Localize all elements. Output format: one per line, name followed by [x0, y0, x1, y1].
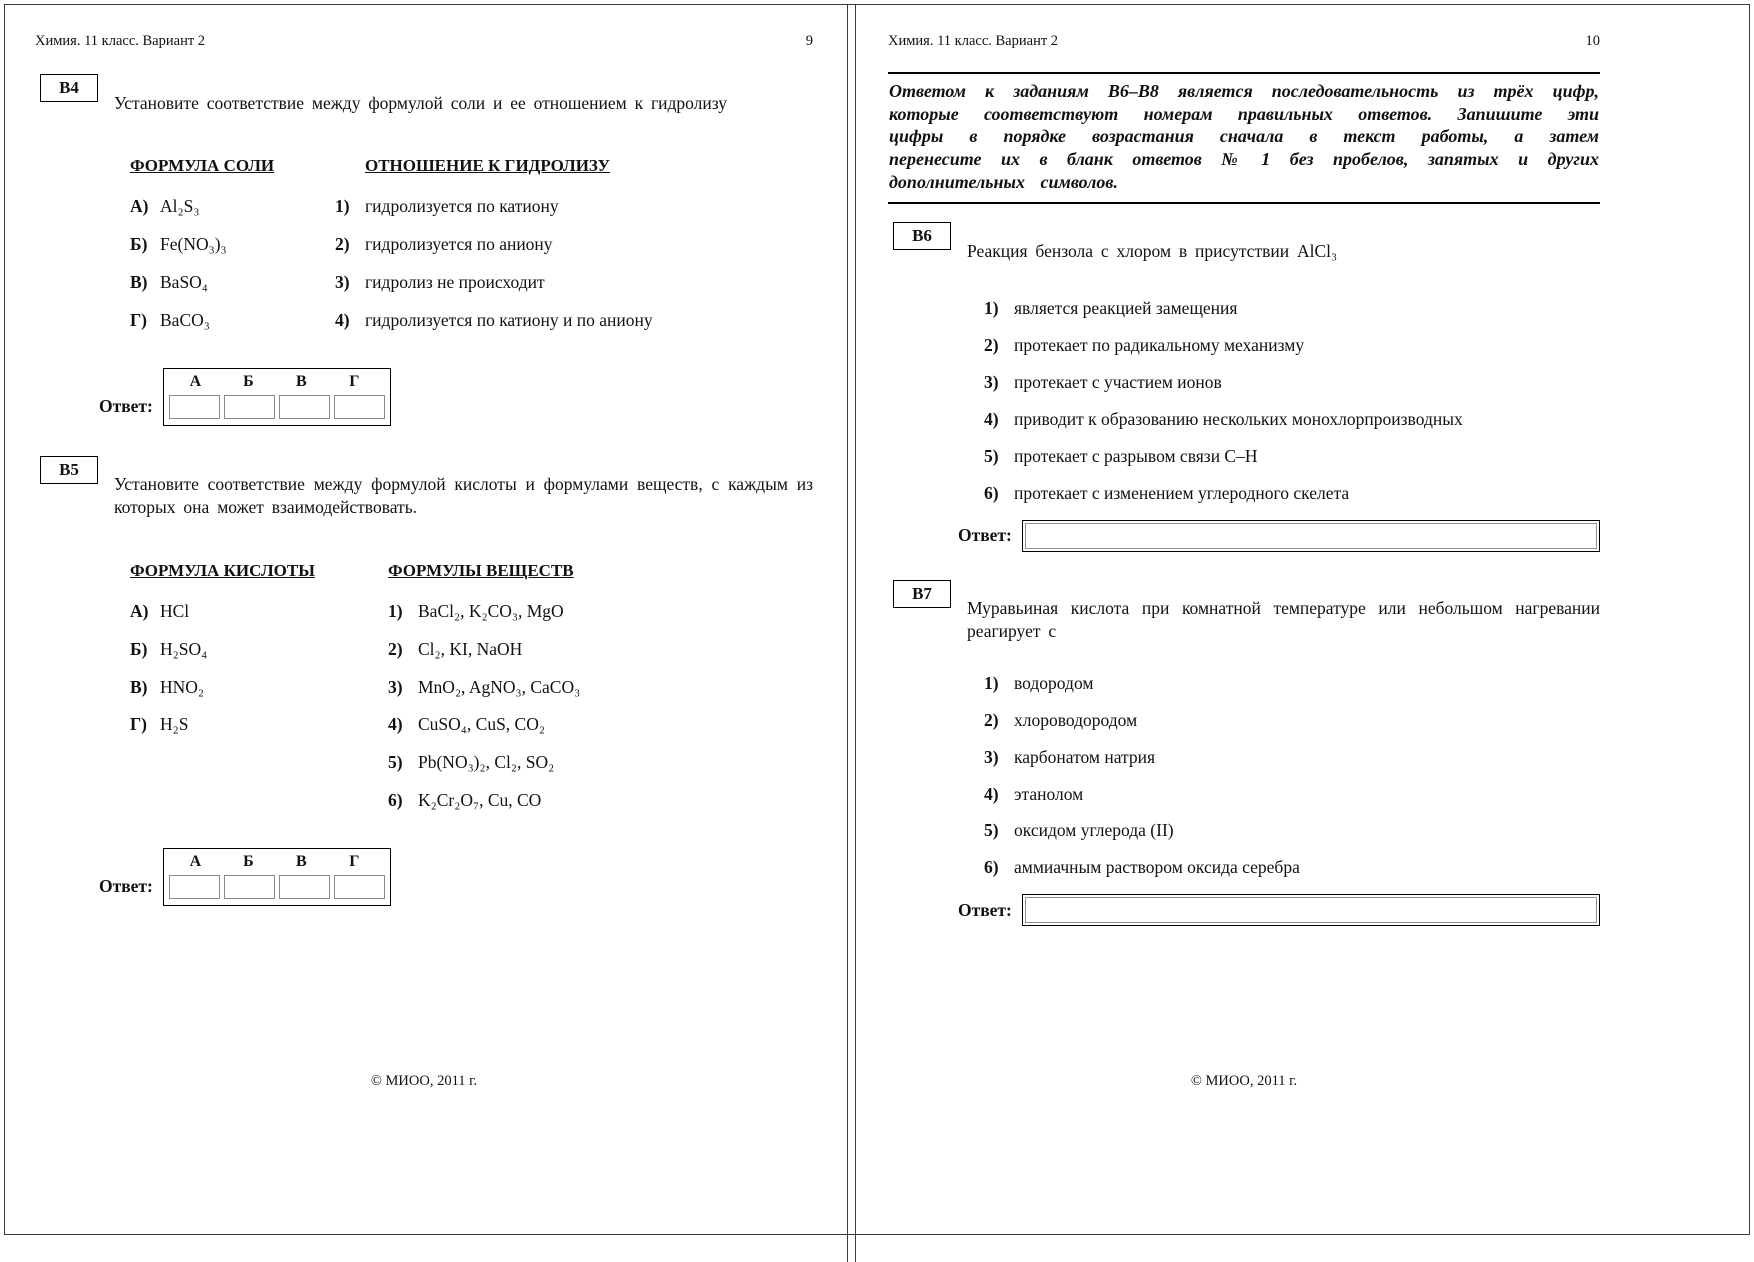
task-b4-answer-row [99, 368, 813, 426]
task-b6-text: Реакция бензола с хлором в присутствии AlCl₃ [967, 240, 1338, 261]
task-b7 [888, 580, 1600, 926]
answer-input-inner [1025, 523, 1597, 549]
task-b4-head [35, 74, 813, 132]
answer-label: Ответ: [958, 899, 1012, 920]
match-item-formula: BaCO₃ [160, 309, 210, 330]
option-text: протекает с изменением углеродного скелета [1014, 482, 1350, 503]
page-number: 10 [1585, 33, 1600, 49]
match-item [130, 714, 388, 736]
page-header [35, 33, 813, 50]
option-text: оксидом углерода (II) [1014, 820, 1174, 841]
task-b6-options [984, 298, 1600, 504]
answer-cell-b[interactable] [224, 875, 275, 899]
option-number: 6) [984, 482, 999, 503]
match-item [130, 196, 335, 218]
task-b5-column-options [388, 551, 813, 828]
option-number: 4) [984, 409, 999, 430]
option-item [388, 790, 813, 812]
option-item [984, 673, 1600, 695]
answer-column-letter: Б [243, 372, 254, 390]
match-item-formula: H₂SO₄ [160, 638, 208, 659]
task-b7-text: Муравьиная кислота при комнатной температуре или небольшом нагревании реагирует с [967, 598, 1600, 642]
option-text: протекает с разрывом связи С–Н [1014, 445, 1258, 466]
task-b7-head [888, 580, 1600, 661]
task-b4-badge: В4 [40, 74, 98, 102]
answer-column-letter: В [296, 372, 307, 390]
option-text: аммиачным раствором оксида серебра [1014, 857, 1300, 878]
option-number: 4) [984, 783, 999, 804]
option-text: карбонатом натрия [1014, 746, 1156, 767]
page-header [888, 33, 1600, 50]
task-b5-col2-header: ФОРМУЛЫ ВЕЩЕСТВ [388, 560, 574, 580]
option-number: 1) [388, 600, 403, 621]
option-item [335, 310, 813, 332]
option-number: 5) [388, 752, 403, 773]
match-item [130, 601, 388, 623]
option-item [984, 747, 1600, 769]
task-b4-match-columns [130, 146, 813, 348]
task-b5-text: Установите соответствие между формулой кислоты и формулами веществ, с каждым из которых она может взаимодействовать. [114, 474, 813, 518]
answer-column-letter: Г [349, 853, 360, 871]
answer-label: Ответ: [958, 525, 1012, 546]
option-number: 6) [388, 790, 403, 811]
option-item [388, 752, 813, 774]
option-text: CuSO₄, CuS, CO₂ [418, 714, 545, 735]
instruction-block: Ответом к заданиям В6–В8 является последовательность из трёх цифр, которые соответствуют номерам правильных ответов. Запишите эти цифры в порядке возрастания сначала в текст работы, а затем перенесите их в бланк ответов № 1 без пробелов, запятых и других дополнительных символов. [888, 72, 1600, 204]
option-item [984, 409, 1600, 431]
match-item-formula: Al₂S₃ [160, 196, 200, 217]
option-text: Cl₂, KI, NaOH [418, 638, 523, 659]
option-item [984, 446, 1600, 468]
option-item [388, 677, 813, 699]
task-b4-col1-header: ФОРМУЛА СОЛИ [130, 156, 275, 176]
answer-grid-cells [169, 875, 385, 899]
option-number: 3) [388, 676, 403, 697]
match-item-formula: HCl [160, 600, 190, 621]
answer-column-letter: Б [243, 853, 254, 871]
task-b6-head [888, 222, 1600, 280]
option-text: MnO₂, AgNO₃, CaCO₃ [418, 676, 581, 697]
option-number: 4) [335, 309, 350, 330]
match-item [130, 272, 335, 294]
answer-grid-header [169, 853, 385, 871]
option-text: гидролизуется по катиону [365, 196, 559, 217]
option-item [388, 601, 813, 623]
option-item [984, 372, 1600, 394]
answer-grid-cells [169, 395, 385, 419]
answer-grid-header [169, 373, 385, 391]
answer-cell-g[interactable] [334, 875, 385, 899]
page-left [5, 5, 848, 1262]
answer-cell-b[interactable] [224, 395, 275, 419]
option-item [335, 234, 813, 256]
option-text: гидролизуется по катиону и по аниону [365, 309, 653, 330]
answer-column-letter: Г [349, 372, 360, 390]
task-b4-answer-grid [163, 368, 391, 426]
option-item [335, 272, 813, 294]
answer-label: Ответ: [99, 395, 153, 416]
page-header-title: Химия. 11 класс. Вариант 2 [35, 33, 206, 49]
task-b5-match-columns [130, 551, 813, 828]
page-footer: © МИОО, 2011 г. [370, 1073, 478, 1089]
option-text: этанолом [1014, 783, 1084, 804]
task-b5 [35, 456, 813, 906]
option-text: гидролиз не происходит [365, 271, 545, 292]
task-b5-answer-grid [163, 848, 391, 906]
option-item [388, 639, 813, 661]
document-spread [4, 4, 1750, 1235]
answer-column-letter: В [296, 853, 307, 871]
option-text: протекает по радикальному механизму [1014, 335, 1305, 356]
option-text: хлороводородом [1014, 709, 1138, 730]
task-b5-answer-row [99, 848, 813, 906]
task-b6-badge: В6 [893, 222, 951, 250]
task-b4-column-options [335, 146, 813, 348]
answer-cell-a[interactable] [169, 875, 220, 899]
match-item [130, 310, 335, 332]
answer-cell-v[interactable] [279, 395, 330, 419]
match-item-letter: А) [130, 600, 149, 621]
option-number: 3) [335, 271, 350, 292]
task-b6 [888, 222, 1600, 551]
option-number: 5) [984, 820, 999, 841]
option-item [984, 483, 1600, 505]
option-number: 1) [984, 298, 999, 319]
task-b4 [35, 74, 813, 426]
option-text: BaCl₂, K₂CO₃, MgO [418, 600, 564, 621]
option-number: 1) [984, 672, 999, 693]
answer-cell-a[interactable] [169, 395, 220, 419]
option-number: 5) [984, 445, 999, 466]
option-text: K₂Cr₂O₇, Cu, CO [418, 790, 542, 811]
answer-column-letter: А [189, 372, 202, 390]
match-item-letter: Г) [130, 714, 147, 735]
task-b4-col2-header: ОТНОШЕНИЕ К ГИДРОЛИЗУ [365, 156, 610, 176]
option-item [335, 196, 813, 218]
task-b4-column-formulas [130, 146, 335, 348]
match-item [130, 677, 388, 699]
option-number: 2) [335, 233, 350, 254]
answer-cell-v[interactable] [279, 875, 330, 899]
option-number: 2) [984, 709, 999, 730]
match-item-formula: H₂S [160, 714, 189, 735]
page-header-title: Химия. 11 класс. Вариант 2 [888, 33, 1059, 49]
option-number: 2) [388, 638, 403, 659]
option-text: является реакцией замещения [1014, 298, 1238, 319]
match-item-formula: Fe(NO₃)₃ [160, 233, 227, 254]
option-item [984, 784, 1600, 806]
option-number: 1) [335, 196, 350, 217]
task-b6-answer-row [958, 520, 1600, 552]
task-b5-column-formulas [130, 551, 388, 828]
match-item-letter: В) [130, 676, 148, 697]
option-item [984, 335, 1600, 357]
answer-column-letter: А [189, 853, 202, 871]
task-b4-text: Установите соответствие между формулой соли и ее отношением к гидролизу [114, 92, 728, 113]
task-b5-col1-header: ФОРМУЛА КИСЛОТЫ [130, 560, 315, 580]
option-text: приводит к образованию нескольких монохлорпроизводных [1014, 409, 1463, 430]
page-right-content [888, 33, 1600, 926]
match-item-formula: HNO₂ [160, 676, 205, 697]
task-b7-options [984, 673, 1600, 879]
option-item [984, 820, 1600, 842]
option-item [984, 857, 1600, 879]
match-item-letter: А) [130, 196, 149, 217]
option-text: гидролизуется по аниону [365, 233, 553, 254]
answer-input-inner [1025, 897, 1597, 923]
option-number: 4) [388, 714, 403, 735]
match-item-letter: Б) [130, 638, 148, 659]
task-b5-head [35, 456, 813, 537]
option-item [984, 710, 1600, 732]
task-b5-badge: В5 [40, 456, 98, 484]
task-b6-answer-input-box[interactable] [1022, 520, 1600, 552]
option-item [984, 298, 1600, 320]
answer-label: Ответ: [99, 876, 153, 897]
option-number: 2) [984, 335, 999, 356]
option-number: 3) [984, 372, 999, 393]
match-item-formula: BaSO₄ [160, 271, 208, 292]
option-text: протекает с участием ионов [1014, 372, 1222, 393]
option-text: водородом [1014, 672, 1094, 693]
option-item [388, 714, 813, 736]
task-b7-answer-input-box[interactable] [1022, 894, 1600, 926]
page-number: 9 [805, 33, 813, 49]
page-footer: © МИОО, 2011 г. [1190, 1073, 1298, 1089]
option-number: 3) [984, 746, 999, 767]
option-text: Pb(NO₃)₂, Cl₂, SO₂ [418, 752, 555, 773]
option-number: 6) [984, 857, 999, 878]
match-item-letter: Б) [130, 233, 148, 254]
page-right [855, 5, 1749, 1262]
task-b7-badge: В7 [893, 580, 951, 608]
match-item-letter: В) [130, 271, 148, 292]
task-b7-answer-row [958, 894, 1600, 926]
match-item-letter: Г) [130, 309, 147, 330]
match-item [130, 234, 335, 256]
match-item [130, 639, 388, 661]
answer-cell-g[interactable] [334, 395, 385, 419]
